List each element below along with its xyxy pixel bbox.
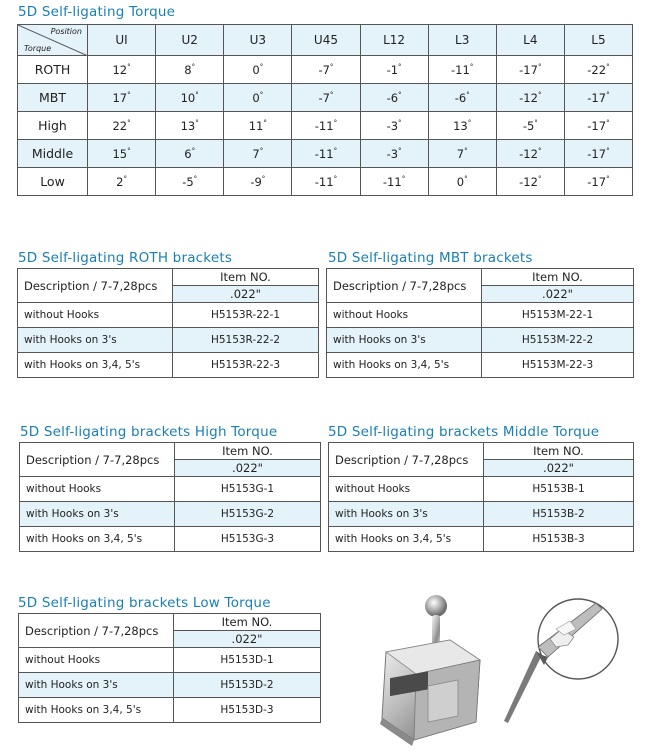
- row-description: without Hooks: [329, 477, 484, 502]
- table-row: [20, 477, 321, 502]
- degree-symbol: °: [606, 90, 610, 99]
- degree-symbol: °: [537, 62, 542, 71]
- table-row: [18, 303, 319, 328]
- torque-value: 2: [116, 174, 124, 189]
- degree-symbol: °: [333, 118, 338, 127]
- table-row: [19, 673, 321, 698]
- torque-value: -22: [587, 62, 607, 77]
- torque-value: -5: [522, 118, 535, 133]
- torque-value-cell: [292, 56, 360, 84]
- degree-symbol: °: [606, 174, 610, 183]
- size-header: .022": [482, 286, 634, 303]
- degree-symbol: °: [606, 62, 610, 71]
- torque-value-cell: [224, 168, 292, 196]
- torque-value-cell: [360, 112, 428, 140]
- torque-value: -6: [454, 90, 467, 105]
- torque-value-cell: [428, 112, 496, 140]
- table-row: [19, 698, 321, 723]
- torque-value-cell: [292, 140, 360, 168]
- size-header: .022": [174, 631, 321, 648]
- torque-value-cell: [88, 112, 156, 140]
- torque-column-header: L12: [360, 25, 428, 56]
- torque-value: -12: [519, 146, 538, 161]
- degree-symbol: °: [606, 118, 610, 127]
- item-no-header: Item NO.: [484, 443, 634, 460]
- table-row: [20, 502, 321, 527]
- torque-value-cell: [496, 84, 564, 112]
- mbt-brackets-table: [326, 268, 634, 378]
- size-header: .022": [175, 460, 321, 477]
- torque-value: -17: [519, 62, 538, 77]
- torque-value: -12: [519, 174, 538, 189]
- torque-row: [18, 140, 633, 168]
- torque-value: 7: [456, 146, 465, 161]
- degree-symbol: °: [469, 62, 474, 71]
- torque-value-cell: [496, 168, 564, 196]
- row-description: without Hooks: [20, 477, 175, 502]
- item-number: H5153M-22-3: [482, 353, 634, 378]
- low-title: 5D Self-ligating brackets Low Torque: [18, 595, 271, 611]
- degree-symbol: °: [398, 90, 402, 99]
- degree-symbol: °: [259, 90, 264, 99]
- torque-value-cell: [496, 56, 564, 84]
- torque-value: 12: [112, 62, 128, 77]
- degree-symbol: °: [606, 146, 610, 155]
- torque-value-cell: [292, 112, 360, 140]
- torque-value: -3: [386, 146, 399, 161]
- torque-value: -6: [386, 90, 399, 105]
- torque-column-header: L3: [428, 25, 496, 56]
- torque-column-header: UI: [88, 25, 156, 56]
- torque-value-cell: [564, 168, 632, 196]
- torque-row: [18, 168, 633, 196]
- row-description: with Hooks on 3,4, 5's: [329, 527, 484, 552]
- item-number: H5153B-1: [484, 477, 634, 502]
- torque-value-cell: [292, 84, 360, 112]
- table-row: [327, 328, 634, 353]
- degree-symbol: °: [127, 62, 131, 71]
- torque-value-cell: [88, 168, 156, 196]
- bracket-photo-icon: [368, 590, 493, 750]
- item-number: H5153D-3: [174, 698, 321, 723]
- roth-title: 5D Self-ligating ROTH brackets: [18, 250, 233, 266]
- torque-value: -1: [386, 62, 399, 77]
- torque-value-cell: [360, 140, 428, 168]
- torque-row: [18, 84, 633, 112]
- torque-value: -17: [587, 118, 607, 133]
- item-no-header: Item NO.: [482, 269, 634, 286]
- torque-value: 11: [248, 118, 264, 133]
- torque-value-cell: [224, 112, 292, 140]
- torque-value-cell: [156, 84, 224, 112]
- torque-value: -17: [587, 90, 607, 105]
- torque-value-cell: [224, 84, 292, 112]
- torque-column-header: L5: [564, 25, 632, 56]
- torque-value-cell: [224, 56, 292, 84]
- degree-symbol: °: [537, 174, 542, 183]
- torque-value: -3: [386, 118, 399, 133]
- torque-value: 17: [112, 90, 128, 105]
- torque-column-header: U3: [224, 25, 292, 56]
- description-header: Description / 7-7,28pcs: [20, 443, 175, 477]
- torque-value-cell: [564, 84, 632, 112]
- row-description: with Hooks on 3's: [18, 328, 173, 353]
- degree-symbol: °: [127, 90, 131, 99]
- corner-position-label: Position: [50, 27, 82, 36]
- torque-value: -11: [451, 62, 470, 77]
- row-description: with Hooks on 3,4, 5's: [18, 353, 173, 378]
- torque-value: -17: [587, 174, 607, 189]
- torque-value: -11: [314, 174, 334, 189]
- degree-symbol: °: [195, 90, 199, 99]
- torque-value: 0: [456, 174, 465, 189]
- item-number: H5153M-22-1: [482, 303, 634, 328]
- item-no-header: Item NO.: [173, 269, 319, 286]
- torque-value-cell: [428, 140, 496, 168]
- torque-value-cell: [564, 140, 632, 168]
- item-number: H5153G-2: [175, 502, 321, 527]
- row-description: with Hooks on 3's: [327, 328, 482, 353]
- torque-value: -17: [587, 146, 607, 161]
- degree-symbol: °: [261, 174, 266, 183]
- table-row: [20, 527, 321, 552]
- degree-symbol: °: [191, 146, 196, 155]
- torque-value: -11: [382, 174, 402, 189]
- torque-value-cell: [564, 112, 632, 140]
- degree-symbol: °: [191, 62, 196, 71]
- high-title: 5D Self-ligating brackets High Torque: [20, 424, 278, 440]
- torque-row-label: Middle: [18, 140, 88, 168]
- torque-value-cell: [156, 140, 224, 168]
- torque-value: 8: [184, 62, 192, 77]
- torque-value-cell: [496, 140, 564, 168]
- torque-row-label: High: [18, 112, 88, 140]
- torque-value-cell: [496, 112, 564, 140]
- table-row: [327, 303, 634, 328]
- degree-symbol: °: [259, 62, 264, 71]
- torque-value-cell: [88, 56, 156, 84]
- torque-title: 5D Self-ligating Torque: [18, 4, 176, 20]
- high-torque-table: [19, 442, 321, 552]
- row-description: with Hooks on 3,4, 5's: [19, 698, 174, 723]
- degree-symbol: °: [398, 146, 402, 155]
- degree-symbol: °: [333, 146, 338, 155]
- torque-value: -11: [314, 118, 334, 133]
- torque-value-cell: [360, 84, 428, 112]
- degree-symbol: °: [398, 62, 402, 71]
- torque-column-header: U45: [292, 25, 360, 56]
- torque-column-header: U2: [156, 25, 224, 56]
- torque-value-cell: [156, 168, 224, 196]
- row-description: without Hooks: [18, 303, 173, 328]
- description-header: Description / 7-7,28pcs: [19, 614, 174, 648]
- row-description: with Hooks on 3's: [329, 502, 484, 527]
- torque-row: [18, 112, 633, 140]
- torque-value-cell: [428, 168, 496, 196]
- middle-torque-table: [328, 442, 634, 552]
- row-description: without Hooks: [19, 648, 174, 673]
- size-header: .022": [484, 460, 634, 477]
- torque-value: 10: [180, 90, 196, 105]
- torque-row: [18, 56, 633, 84]
- degree-symbol: °: [398, 118, 402, 127]
- item-number: H5153B-2: [484, 502, 634, 527]
- description-header: Description / 7-7,28pcs: [327, 269, 482, 303]
- low-torque-table: [18, 613, 321, 723]
- item-number: H5153G-1: [175, 477, 321, 502]
- item-no-header: Item NO.: [174, 614, 321, 631]
- torque-row-label: ROTH: [18, 56, 88, 84]
- degree-symbol: °: [127, 146, 131, 155]
- torque-table: [17, 24, 633, 196]
- degree-symbol: °: [329, 90, 334, 99]
- mbt-title: 5D Self-ligating MBT brackets: [328, 250, 533, 266]
- torque-value: -9: [250, 174, 262, 189]
- torque-value-cell: [428, 56, 496, 84]
- torque-row-label: MBT: [18, 84, 88, 112]
- table-row: [18, 328, 319, 353]
- torque-value-cell: [428, 84, 496, 112]
- degree-symbol: °: [127, 118, 131, 127]
- torque-value: 0: [252, 90, 260, 105]
- degree-symbol: °: [195, 118, 199, 127]
- degree-symbol: °: [464, 146, 468, 155]
- degree-symbol: °: [534, 118, 538, 127]
- degree-symbol: °: [537, 90, 542, 99]
- torque-value: 22: [112, 118, 128, 133]
- torque-value: -5: [182, 174, 194, 189]
- item-number: H5153R-22-1: [173, 303, 319, 328]
- size-header: .022": [173, 286, 319, 303]
- item-number: H5153M-22-2: [482, 328, 634, 353]
- torque-value-cell: [564, 56, 632, 84]
- degree-symbol: °: [401, 174, 406, 183]
- degree-symbol: °: [467, 118, 472, 127]
- torque-value-cell: [156, 56, 224, 84]
- torque-value: 6: [184, 146, 192, 161]
- corner-torque-label: Torque: [24, 44, 52, 53]
- torque-value-cell: [360, 56, 428, 84]
- torque-value: 15: [112, 146, 128, 161]
- torque-value: -11: [314, 146, 334, 161]
- torque-value-cell: [224, 140, 292, 168]
- table-row: [18, 353, 319, 378]
- item-number: H5153D-2: [174, 673, 321, 698]
- item-number: H5153R-22-2: [173, 328, 319, 353]
- item-no-header: Item NO.: [175, 443, 321, 460]
- torque-row-label: Low: [18, 168, 88, 196]
- degree-symbol: °: [123, 174, 127, 183]
- row-description: with Hooks on 3's: [19, 673, 174, 698]
- row-description: with Hooks on 3,4, 5's: [20, 527, 175, 552]
- torque-column-header: L4: [496, 25, 564, 56]
- torque-value: 7: [252, 146, 260, 161]
- row-description: without Hooks: [327, 303, 482, 328]
- middle-title: 5D Self-ligating brackets Middle Torque: [328, 424, 600, 440]
- torque-value-cell: [88, 84, 156, 112]
- table-row: [329, 527, 634, 552]
- roth-brackets-table: [17, 268, 319, 378]
- torque-value-cell: [88, 140, 156, 168]
- description-header: Description / 7-7,28pcs: [329, 443, 484, 477]
- item-number: H5153G-3: [175, 527, 321, 552]
- torque-value-cell: [156, 112, 224, 140]
- item-number: H5153D-1: [174, 648, 321, 673]
- torque-value-cell: [360, 168, 428, 196]
- table-row: [327, 353, 634, 378]
- degree-symbol: °: [464, 174, 468, 183]
- torque-value: -12: [519, 90, 538, 105]
- item-number: H5153B-3: [484, 527, 634, 552]
- table-row: [329, 477, 634, 502]
- degree-symbol: °: [333, 174, 338, 183]
- row-description: with Hooks on 3,4, 5's: [327, 353, 482, 378]
- ligation-tool-icon: [490, 595, 640, 740]
- torque-corner-cell: [18, 25, 88, 56]
- torque-value: -7: [318, 90, 330, 105]
- table-row: [19, 648, 321, 673]
- degree-symbol: °: [537, 146, 542, 155]
- torque-value-cell: [292, 168, 360, 196]
- row-description: with Hooks on 3's: [20, 502, 175, 527]
- degree-symbol: °: [193, 174, 198, 183]
- degree-symbol: °: [263, 118, 267, 127]
- torque-value: -7: [318, 62, 330, 77]
- torque-value: 13: [180, 118, 196, 133]
- torque-value: 13: [453, 118, 468, 133]
- torque-value: 0: [252, 62, 260, 77]
- item-number: H5153R-22-3: [173, 353, 319, 378]
- degree-symbol: °: [329, 62, 334, 71]
- description-header: Description / 7-7,28pcs: [18, 269, 173, 303]
- degree-symbol: °: [259, 146, 264, 155]
- degree-symbol: °: [466, 90, 470, 99]
- table-row: [329, 502, 634, 527]
